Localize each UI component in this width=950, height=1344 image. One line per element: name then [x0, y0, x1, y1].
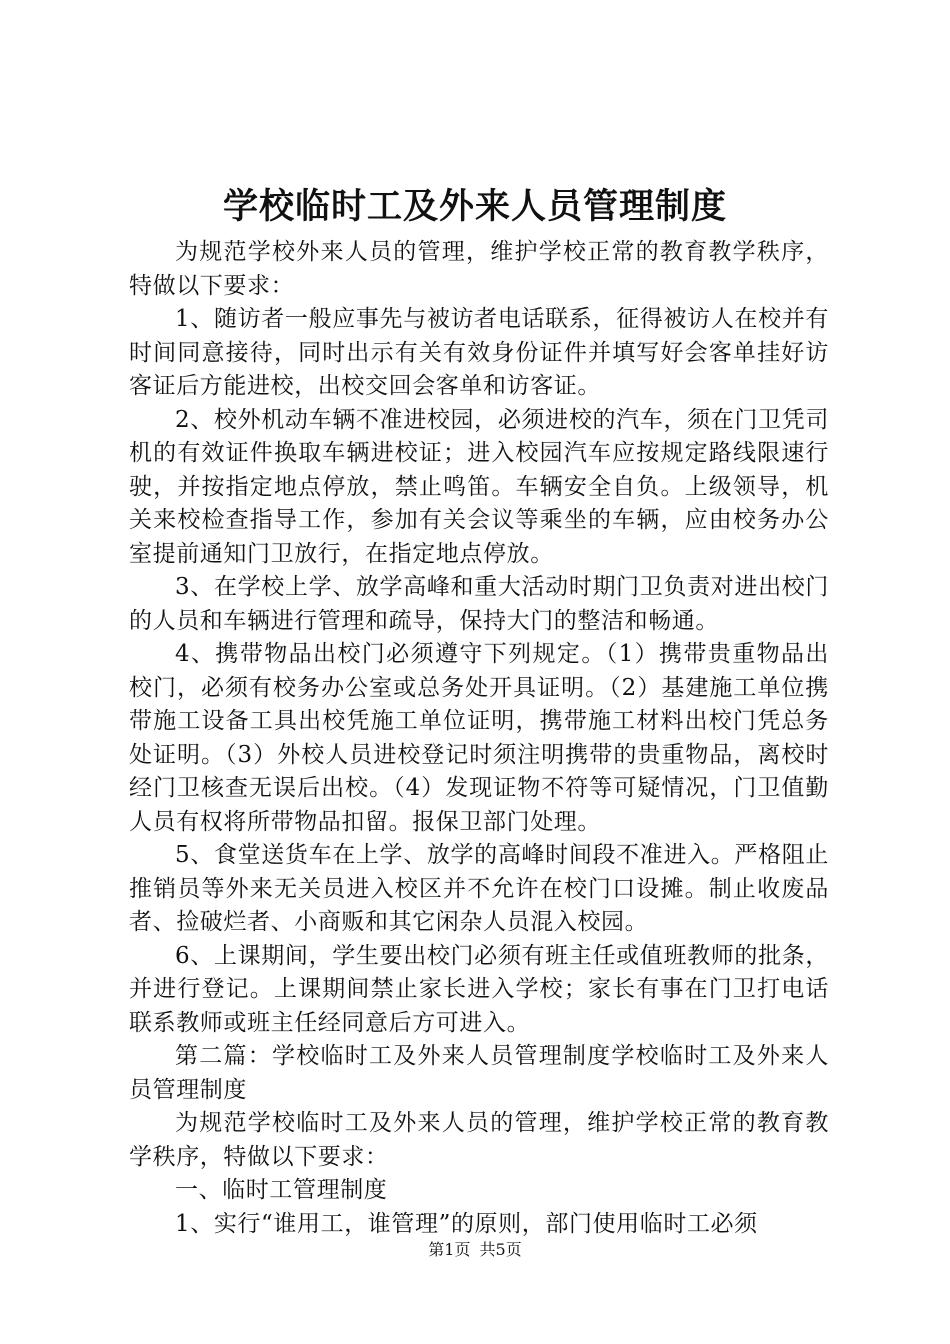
page-number: 第1页: [428, 1240, 471, 1259]
paragraph-item-6: 6、上课期间，学生要出校门必须有班主任或值班教师的批条，并进行登记。上课期间禁止家长进入学校；家长有事在门卫打电话联系教师或班主任经同意后方可进入。: [129, 942, 829, 1036]
paragraph-item-2: 2、校外机动车辆不准进校园，必须进校的汽车，须在门卫凭司机的有效证件换取车辆进校证；进入校园汽车应按规定路线限速行驶，并按指定地点停放，禁止鸣笛。车辆安全自负。上级领导，机关来校检查指导工作，参加有关会议等乘坐的车辆，应由校务办公室提前通知门卫放行，在指定地点停放。: [129, 406, 829, 567]
paragraph-item-5: 5、食堂送货车在上学、放学的高峰时间段不准进入。严格阻止推销员等外来无关员进入校区并不允许在校门口设摊。制止收废品者、捡破烂者、小商贩和其它闲杂人员混入校园。: [129, 842, 829, 935]
paragraph-part-two-item-1: 1、实行“谁用工，谁管理”的原则，部门使用临时工必须: [175, 1210, 758, 1237]
page-total: 共5页: [479, 1240, 522, 1259]
paragraph-item-1: 1、随访者一般应事先与被访者电话联系，征得被访人在校并有时间同意接待，同时出示有关有效身份证件并填写好会客单挂好访客证后方能进校，出校交回会客单和访客证。: [129, 306, 829, 399]
document-title: 学校临时工及外来人员管理制度: [222, 186, 727, 227]
page-footer: [0, 1240, 950, 1260]
paragraph-item-4: 4、携带物品出校门必须遵守下列规定。（1）携带贵重物品出校门，必须有校务办公室或总务处开具证明。（2）基建施工单位携带施工设备工具出校凭施工单位证明，携带施工材料出校门凭总务处证明。（3）外校人员进校登记时须注明携带的贵重物品，离校时经门卫核查无误后出校。（4）发现证物不符等可疑情况，门卫值勤人员有权将所带物品扣留。报保卫部门处理。: [129, 641, 829, 835]
section-heading-part-two: 第二篇：学校临时工及外来人员管理制度学校临时工及外来人员管理制度: [129, 1043, 829, 1103]
document-body: [129, 236, 829, 1241]
paragraph-item-3: 3、在学校上学、放学高峰和重大活动时期门卫负责对进出校门的人员和车辆进行管理和疏导，保持大门的整洁和畅通。: [129, 574, 829, 634]
subheading-temp-worker-rules: 一、临时工管理制度: [175, 1177, 388, 1203]
paragraph-intro: 为规范学校外来人员的管理，维护学校正常的教育教学秩序，特做以下要求：: [129, 239, 829, 299]
paragraph-part-two-intro: 为规范学校临时工及外来人员的管理，维护学校正常的教育教学秩序，特做以下要求：: [129, 1110, 829, 1170]
